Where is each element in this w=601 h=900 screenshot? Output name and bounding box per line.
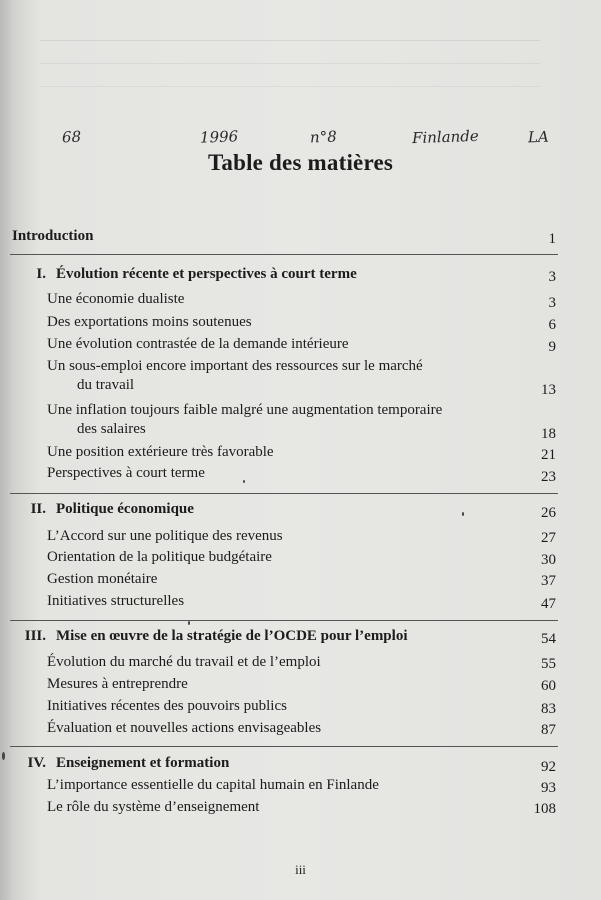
toc-page-number: 13 bbox=[541, 382, 556, 398]
scan-speck bbox=[243, 480, 245, 483]
handwritten-issue: n°8 bbox=[309, 127, 338, 147]
chapter-number: II. bbox=[30, 501, 46, 517]
toc-section: Le rôle du système d’enseignement bbox=[47, 799, 260, 815]
toc-page-number: 30 bbox=[541, 552, 556, 568]
toc-page-number: 108 bbox=[533, 801, 556, 817]
page-title: Table des matières bbox=[207, 150, 394, 175]
handwritten-code: LA bbox=[527, 127, 550, 147]
toc-page-number: 27 bbox=[541, 530, 556, 546]
bleed-through bbox=[40, 40, 540, 105]
toc-page-number: 93 bbox=[541, 780, 556, 796]
toc-page-number: 21 bbox=[541, 447, 556, 463]
chapter-number: IV. bbox=[27, 755, 46, 771]
toc-page-number: 54 bbox=[541, 631, 556, 647]
toc-section: Évolution du marché du travail et de l’emploi bbox=[47, 654, 321, 670]
handwritten-country: Finlande bbox=[411, 126, 480, 148]
toc-section: Initiatives structurelles bbox=[47, 593, 185, 609]
chapter-number: I. bbox=[36, 266, 46, 282]
toc-section: Orientation de la politique budgétaire bbox=[47, 549, 272, 565]
toc-section-continuation: des salaires bbox=[77, 421, 146, 437]
toc-page-number: 9 bbox=[548, 339, 556, 355]
toc-page-number: 83 bbox=[541, 701, 556, 717]
toc-section: Gestion monétaire bbox=[47, 571, 158, 587]
toc-page-number: 87 bbox=[541, 722, 556, 738]
toc-section: L’importance essentielle du capital humain en Finlande bbox=[47, 777, 379, 793]
toc-page-number: 3 bbox=[548, 295, 556, 311]
toc-page-number: 6 bbox=[548, 317, 556, 333]
chapter-title: Enseignement et formation bbox=[56, 755, 230, 771]
toc-section: Évaluation et nouvelles actions envisageables bbox=[47, 720, 322, 736]
toc-page-number: 37 bbox=[541, 573, 556, 589]
toc-section-continuation: du travail bbox=[77, 377, 135, 393]
scan-speck bbox=[2, 752, 5, 760]
toc-section: Mesures à entreprendre bbox=[47, 676, 188, 692]
divider bbox=[10, 620, 558, 621]
toc-page-number: 55 bbox=[541, 656, 556, 672]
toc-page-number: 26 bbox=[541, 505, 556, 521]
toc-page-number: 3 bbox=[548, 269, 556, 285]
scan-speck bbox=[462, 512, 464, 516]
toc-entry-introduction: Introduction bbox=[12, 228, 94, 244]
handwritten-number: 68 bbox=[61, 127, 82, 147]
toc-page-number: 60 bbox=[541, 678, 556, 694]
toc-section: Initiatives récentes des pouvoirs publics bbox=[47, 698, 287, 714]
toc-chapter-1 bbox=[10, 265, 357, 284]
divider bbox=[10, 746, 558, 747]
handwritten-year: 1996 bbox=[199, 127, 239, 147]
toc-chapter-2 bbox=[10, 500, 194, 519]
toc-section: Une position extérieure très favorable bbox=[47, 444, 274, 460]
toc-section: Une économie dualiste bbox=[47, 291, 185, 307]
toc-page-number: 92 bbox=[541, 759, 556, 775]
toc-page-number: 1 bbox=[548, 231, 556, 247]
scan-speck bbox=[188, 621, 190, 625]
toc-section-line: Une inflation toujours faible malgré une augmentation temporaire bbox=[47, 402, 443, 418]
toc-page-number: 18 bbox=[541, 426, 556, 442]
toc-section: Perspectives à court terme bbox=[47, 465, 205, 481]
toc-section bbox=[47, 401, 487, 439]
chapter-number: III. bbox=[24, 628, 46, 644]
toc-section: L’Accord sur une politique des revenus bbox=[47, 528, 283, 544]
page-folio: iii bbox=[295, 862, 306, 877]
toc-section: Une évolution contrastée de la demande intérieure bbox=[47, 336, 349, 352]
divider bbox=[10, 493, 558, 494]
toc-chapter-3 bbox=[10, 627, 408, 646]
divider bbox=[10, 254, 558, 255]
chapter-title: Mise en œuvre de la stratégie de l’OCDE pour l’emploi bbox=[56, 628, 408, 644]
toc-section bbox=[47, 357, 487, 395]
toc-section: Des exportations moins soutenues bbox=[47, 314, 252, 330]
toc-page-number: 47 bbox=[541, 596, 556, 612]
chapter-title: Évolution récente et perspectives à court terme bbox=[56, 266, 357, 282]
toc-chapter-4 bbox=[10, 754, 229, 773]
toc-section-line: Un sous-emploi encore important des ressources sur le marché bbox=[47, 358, 423, 374]
chapter-title: Politique économique bbox=[56, 501, 194, 517]
toc-page-number: 23 bbox=[541, 469, 556, 485]
